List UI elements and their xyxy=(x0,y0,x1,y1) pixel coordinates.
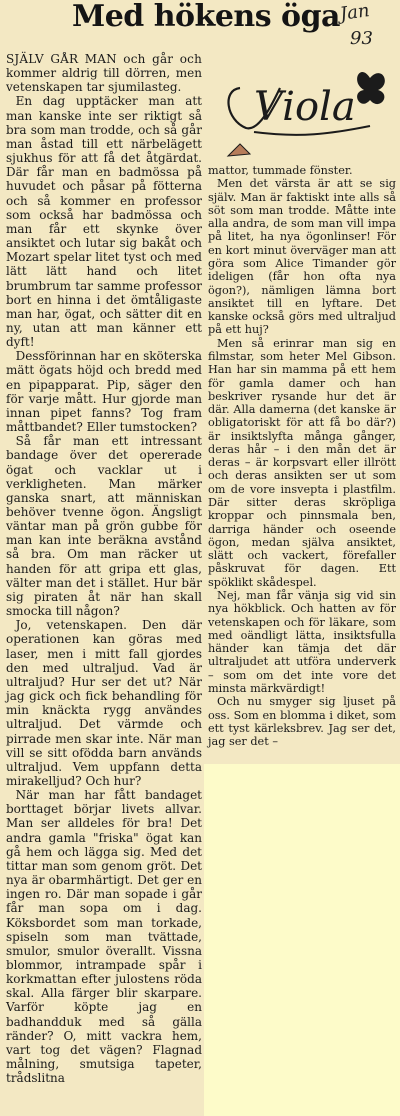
byline-name: Viola xyxy=(254,84,356,130)
paragraph: mattor, tummade fönster. xyxy=(208,164,353,177)
paragraph: En dag upptäcker man att man kanske inte ser riktigt så bra som man trodde, och så går man åstad till ett närbelägett sjukhus för att få det åtgärdat. Där får man en badmössa på huvudet och påsar på fötterna och så kommer en professor som också har badmössa och man får ett skynke över ansiktet och lutar sig bakåt och Mozart spelar litet tyst och med lätt lätt hand och litet brumbrum tar samme professor bort en hinna i det ömtåligaste man har, ögat, och sätter dit en ny, utan att man känner ett dyft! xyxy=(6,94,202,350)
handwritten-date-year: 93 xyxy=(350,28,373,49)
leaf-icon xyxy=(228,144,250,156)
article-headline: Med hökens öga xyxy=(72,0,340,34)
paragraph: När man har fått bandaget borttaget börjar livets allvar. Man ser alldeles för bra! Det andra gamla "friska" ögat kan gå hem och lägga sig. Med det tittar man som genom gröt. Det nya är obarmhärtigt. Det ger en ingen ro. Där man sopade i går får man sopa om i dag. Köksbordet som man torkade, spiseln som man tvättade, smulor, smulor överallt. Vissna blommor, intrampade spår i korkmattan efter julostens röda skal. Alla färger blir skarpare. Varför köpte jag en badhandduk med så gälla ränder? O, mitt vackra hem, vart tog det vägen? Flagnad målning, smutsiga tapeter, trådslitna xyxy=(6,788,202,1086)
paragraph: Men så erinrar man sig en filmstar, som heter Mel Gibson. Han har sin mamma på ett hem för gamla damer och han beskriver rysande hur det är där. Alla damerna (det kanske är obligatoriskt för att få bo där?) är insiktslyfta många gånger, deras hår – i den mån det är deras – är korpsvart eller illrött och deras ansikten ser ut som om de vore insvepta i plastfilm. Där sitter deras skröpliga kroppar och pinnsmala ben, darriga händer och oseende ögon, medan själva ansiktet, slätt och vackert, förefaller påskruvat för dagen. Ett spöklikt skådespel. xyxy=(208,336,396,589)
paragraph: Men det värsta är att se sig själv. Man är faktiskt inte alls så söt som man trodde. Måtte inte alla andra, de som man vill impa på litet, ha nya ögonlinser! För en kort minut överväger man att göra som Alice Timander gör ideligen (får hon ofta nya ögon?), nämligen lämna bort ansiktet till en lyftare. Det kanske också görs med ultraljud på ett huj? xyxy=(208,177,396,337)
byline-signature-logo xyxy=(210,60,400,160)
handwritten-date-month: Jan xyxy=(338,0,371,25)
article-column-right xyxy=(208,164,396,748)
article-column-left xyxy=(6,52,202,1085)
paragraph: Dessförinnan har en sköterska mätt ögats höjd och bredd med en pipapparat. Pip, säger den för varje mått. Hur gjorde man innan pipet fanns? Tog fram måttbandet? Eller tumstocken? xyxy=(6,349,203,435)
paragraph: Jo, vetenskapen. Den där operationen kan göras med laser, men i mitt fall gjordes den med ultraljud. Vad är ultraljud? Hur ser det ut? När jag gick och fick behandling för min knäckta rygg användes ultraljud. Det värmde och pirrade men skar inte. När man vill se sitt ofödda barn används ultraljud. Vem uppfann detta mirakelljud? Och hur? xyxy=(6,618,202,788)
blank-yellow-area xyxy=(204,764,400,1116)
paragraph: SJÄLV GÅR MAN och går och kommer aldrig till dörren, men vetenskapen tar sjumilasteg. xyxy=(6,52,202,95)
paragraph: Och nu smyger sig ljuset på oss. Som en blomma i diket, som ett tyst kärleksbrev. Jag ser det, jag ser det – xyxy=(208,695,396,749)
paragraph: Så får man ett intressant bandage över det opererade ögat och vacklar ut i verkligheten. Man märker ganska snart, att människan behöver tvenne ögon. Ängsligt väntar man på grön gubbe för man kan inte beräkna avstånd så bra. Om man räcker ut handen för att gripa ett glas, välter man det i stället. Hur bär sig piraten åt när han skall smocka till någon? xyxy=(6,434,202,619)
paragraph: Nej, man får vänja sig vid sin nya hökblick. Och hatten av för vetenskapen och för läkare, som med oändligt lätta, insiktsfulla händer kan tämja det där ultraljudet att utföra underverk – som om det inte vore det minsta märkvärdigt! xyxy=(208,589,396,695)
butterfly-icon xyxy=(357,72,385,104)
